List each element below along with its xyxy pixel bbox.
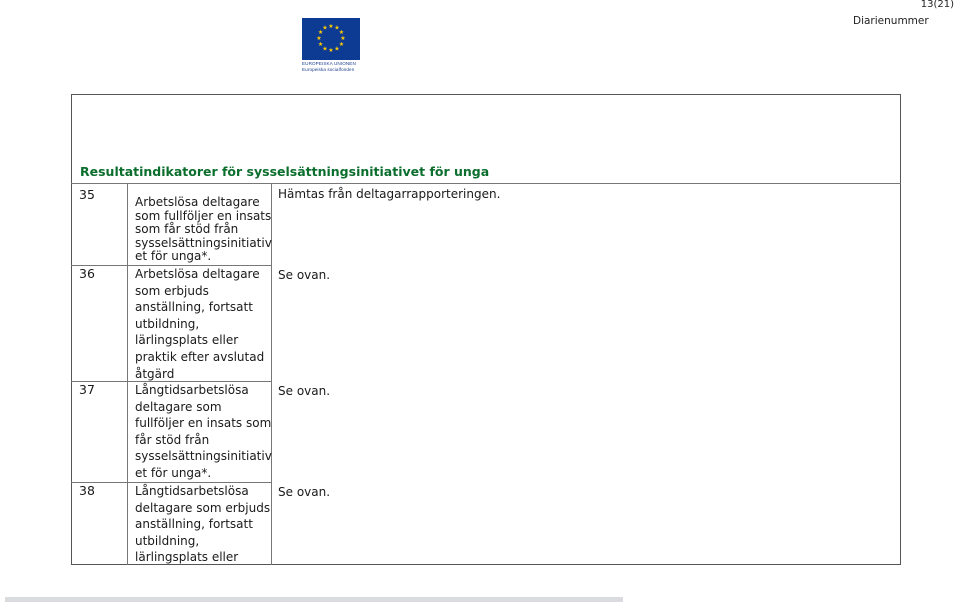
description-line: Arbetslösa deltagare (135, 267, 260, 281)
description-line: som fullföljer en insats (135, 208, 272, 223)
svg-text:★: ★ (317, 29, 324, 36)
eu-flag-icon (302, 18, 360, 60)
description-line: åtgärd (135, 366, 175, 381)
description-line: Långtidsarbetslösa (135, 484, 249, 498)
indicator-number: 38 (79, 483, 95, 498)
eu-logo (302, 18, 364, 72)
description-line: utbildning, (135, 316, 200, 331)
description-line: Arbetslösa deltagare (135, 195, 260, 209)
svg-text:★: ★ (334, 24, 340, 32)
description-line: anställning, fortsatt (135, 517, 253, 532)
indicator-description (135, 483, 270, 566)
indicator-description (135, 266, 264, 382)
description-line: sysselsättningsinitiativ (135, 449, 272, 464)
indicator-source: Se ovan. (278, 485, 331, 499)
description-line: som erbjuds (135, 283, 209, 298)
description-line: anställning, fortsatt (135, 300, 253, 315)
document-number-label: Diarienummer (853, 15, 929, 27)
description-line: deltagare som erbjuds (135, 500, 271, 515)
description-line: et för unga*. (135, 465, 212, 480)
logo-line-1: EUROPEISKA UNIONEN (302, 61, 356, 66)
indicator-number: 35 (79, 187, 95, 202)
svg-text:★: ★ (334, 45, 340, 53)
svg-text:★: ★ (316, 35, 322, 42)
page-footer-bar (5, 597, 623, 602)
indicator-source: Hämtas från deltagarrapporteringen. (278, 187, 501, 201)
indicator-source: Se ovan. (278, 384, 331, 398)
svg-text:★: ★ (340, 35, 346, 42)
description-line: et för unga*. (135, 249, 212, 264)
svg-text:★: ★ (322, 45, 328, 53)
description-line: sysselsättningsinitiativ (135, 235, 272, 250)
indicator-source: Se ovan. (278, 268, 331, 282)
svg-text:★: ★ (338, 29, 345, 36)
description-line: som får stöd från (135, 222, 239, 237)
logo-line-2: Europeiska socialfonden (302, 67, 355, 73)
svg-text:★: ★ (338, 41, 345, 48)
description-line: lärlingsplats eller (135, 550, 239, 565)
indicator-number: 36 (79, 266, 95, 281)
description-line: utbildning, (135, 533, 200, 548)
description-line: lärlingsplats eller (135, 333, 239, 348)
svg-text:★: ★ (328, 47, 334, 54)
page-number: 13(21) (920, 0, 954, 10)
svg-text:★: ★ (317, 41, 324, 48)
svg-text:★: ★ (322, 24, 328, 32)
description-line: deltagare som (135, 399, 222, 414)
description-line: Långtidsarbetslösa (135, 383, 249, 397)
indicator-number: 37 (79, 382, 95, 397)
table-divider (71, 183, 901, 184)
description-line: praktik efter avslutad (135, 349, 265, 364)
section-heading: Resultatindikatorer för sysselsättningsinitiativet för unga (80, 164, 490, 179)
svg-text:★: ★ (328, 23, 334, 30)
description-line: får stöd från (135, 432, 210, 447)
description-line: fullföljer en insats som (135, 416, 272, 431)
table-divider (127, 183, 128, 565)
indicator-description (135, 382, 272, 482)
indicator-description (135, 196, 272, 264)
